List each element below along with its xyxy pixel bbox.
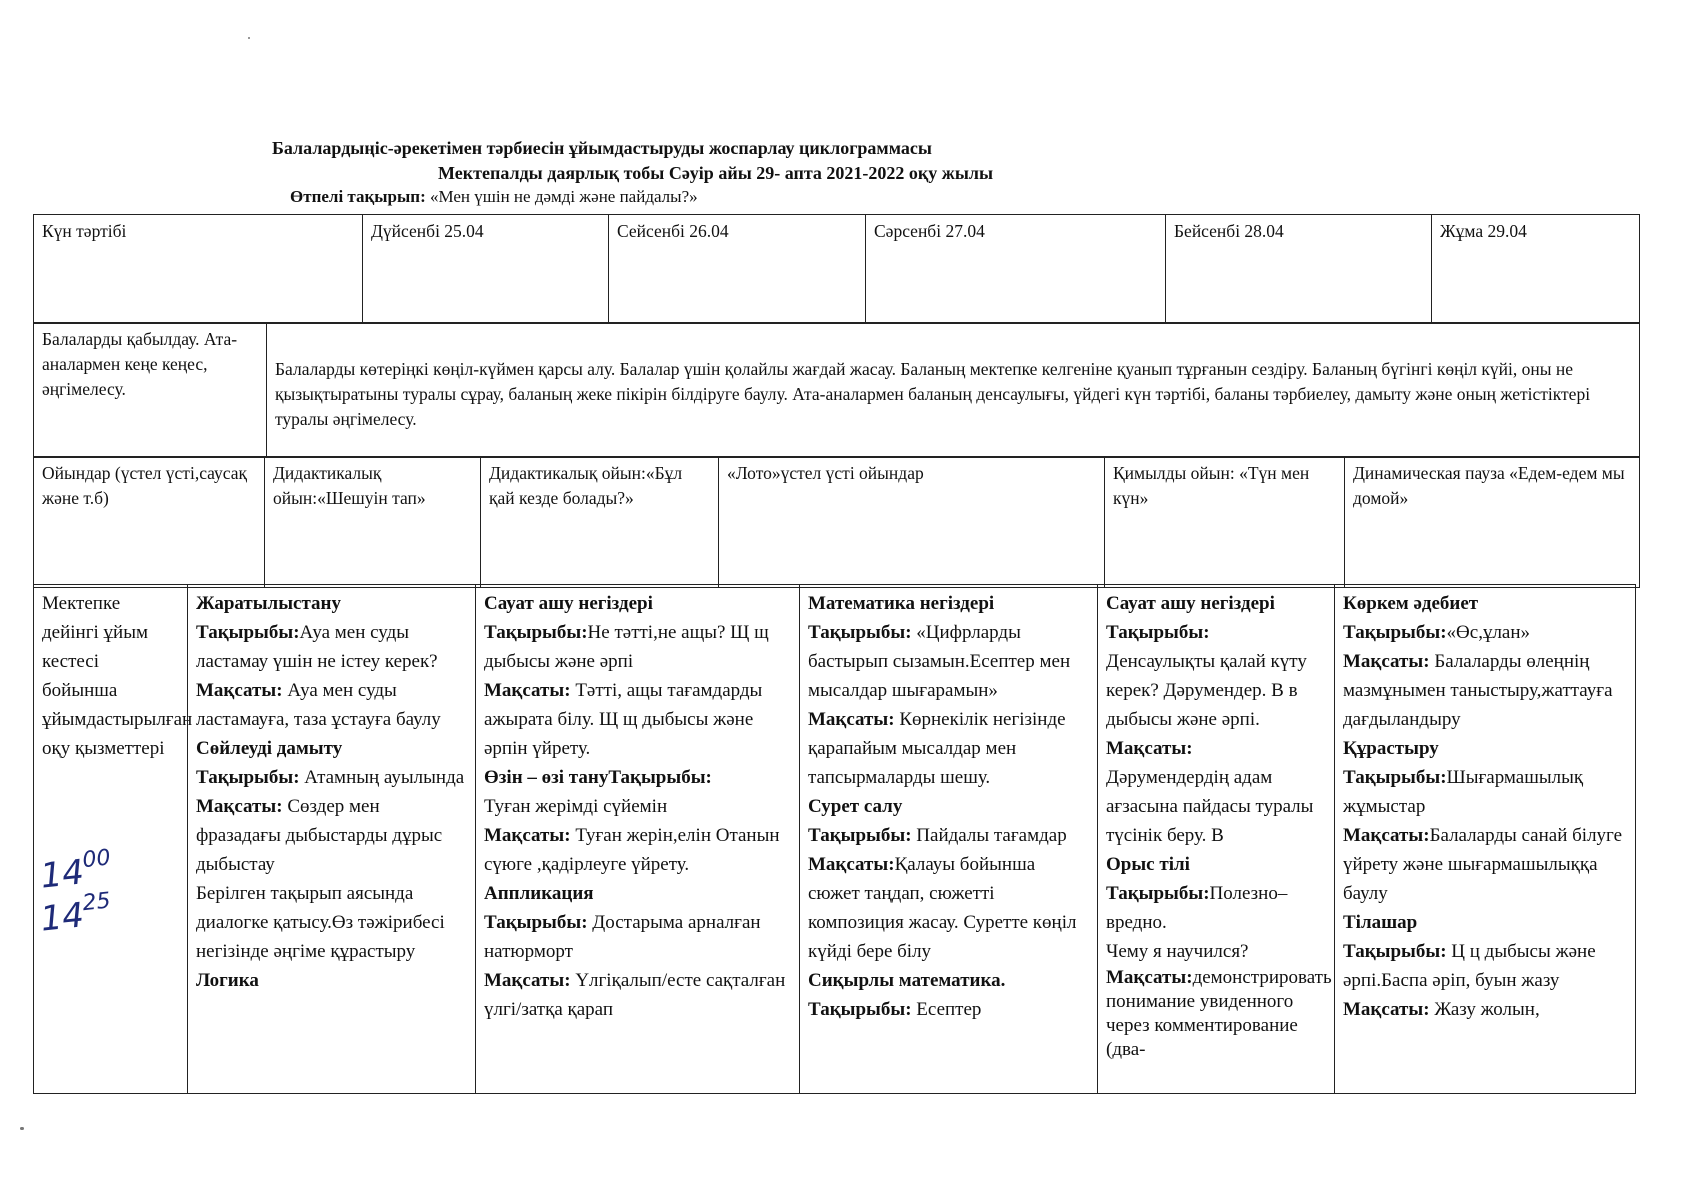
subject-heading: Аппликация <box>484 883 594 904</box>
goal-label: Мақсаты: <box>1343 825 1430 846</box>
goal-label: Мақсаты: <box>1106 738 1193 759</box>
goal-text: Балаларды өлеңнің мазмұнымен таныстыру,жаттауға дағдыландыру <box>1343 651 1613 730</box>
topic-text: Не тәтті,не ащы? Щ щ дыбысы және әрпі <box>484 622 769 672</box>
day-label: Бейсенбі 28.04 <box>1174 221 1284 241</box>
goal-text: Дәрумендердің адам ағзасына пайдасы туралы түсінік беру. В <box>1106 767 1314 846</box>
schedule-label-cell <box>34 215 362 323</box>
topic-text: Есептер <box>916 999 982 1020</box>
scan-speck <box>20 1127 24 1130</box>
goal-label: Мақсаты: <box>808 854 895 875</box>
day-label: Сәрсенбі 27.04 <box>874 221 985 241</box>
topic-text: Пайдалы тағамдар <box>916 825 1067 846</box>
game-thursday <box>1104 457 1344 587</box>
goal-label: Мақсаты: <box>484 680 571 701</box>
topic-label: Тақырыбы: <box>484 912 588 933</box>
goal-label: Мақсаты: <box>484 970 571 991</box>
goal-label: Мақсаты: <box>196 796 283 817</box>
goal-text: Қалауы бойынша сюжет таңдап, сюжетті композиция жасау. Суретте көңіл күйді бере білу <box>808 854 1077 962</box>
goal-text: Балаларды санай білуге үйрету және шығармашылыққа баулу <box>1343 825 1623 904</box>
game-monday <box>264 457 480 587</box>
subject-heading: Сауат ашу негіздері <box>484 593 653 614</box>
end-minutes: 25 <box>81 888 112 917</box>
topic-label: Тақырыбы: <box>1343 941 1447 962</box>
game-text: Қимылды ойын: «Түн мен күн» <box>1113 463 1310 508</box>
topic-label: Тақырыбы: <box>196 622 300 643</box>
day-header-tuesday <box>608 215 865 323</box>
subject-heading: Орыс тілі <box>1106 854 1190 875</box>
subject-heading: Сөйлеуді дамыту <box>196 738 343 759</box>
topic-label: Тақырыбы: <box>1343 767 1447 788</box>
activities-monday <box>187 585 475 1093</box>
goal-text: Үлгіқалып/есте сақталған үлгі/затқа қарап <box>484 970 786 1020</box>
topic-text: Достарыма арналған натюрморт <box>484 912 761 962</box>
theme-line <box>290 187 698 207</box>
subject-heading: Тілашар <box>1343 912 1418 933</box>
handwritten-end-time <box>38 884 114 940</box>
day-header-friday <box>1431 215 1641 323</box>
game-text: Дидактикалық ойын:«Бұл қай кезде болады?» <box>489 463 683 508</box>
topic-label: Тақырыбы: <box>808 622 912 643</box>
subject-heading: Математика негіздері <box>808 593 995 614</box>
goal-text: Ауа мен суды ластамауға, таза ұстауға баулу <box>196 680 441 730</box>
goal-label: Мақсаты: <box>808 709 895 730</box>
reception-text: Балаларды көтеріңкі көңіл-күймен қарсы алу. Балалар үшін қолайлы жағдай жасау. Баланың мектепке келгеніне қуанып тұрғанын сездіру. Баланың бүгінгі көңіл күйі, оны не қызықтыратыны туралы сұрау, баланың жеке пікірін білдіруге баулу. Ата-аналармен баланың денсаулығы, үйдегі күн тәртібі, баланы тәрбиелеу, дамыту және оның жетістіктері туралы әңгімелесу. <box>275 359 1591 429</box>
goal-label: Мақсаты: <box>1343 651 1430 672</box>
day-header-wednesday <box>865 215 1165 323</box>
document-subtitle: Мектепалды даярлық тобы Сәуір айы 29- апта 2021-2022 оқу жылы <box>438 163 994 183</box>
reception-text-cell <box>266 323 1641 457</box>
topic-label: Тақырыбы: <box>196 767 300 788</box>
goal-text: Сөздер мен фразадағы дыбыстарды дұрыс дыбыстау <box>196 796 443 875</box>
game-text: «Лото»үстел үсті ойындар <box>727 463 924 483</box>
schedule-label: Күн тәртібі <box>42 221 127 241</box>
reception-label: Балаларды қабылдау. Ата-аналармен кеңе кеңес, әңгімелесу. <box>42 329 238 399</box>
goal-label: Мақсаты: <box>196 680 283 701</box>
game-friday <box>1344 457 1641 587</box>
activities-wednesday <box>799 585 1097 1093</box>
scan-speck <box>248 37 250 39</box>
day-header-monday <box>362 215 608 323</box>
topic-text: Ц ц дыбысы және әрпі.Баспа әріп, буын жазу <box>1343 941 1596 991</box>
topic-label: Тақырыбы: <box>484 622 588 643</box>
subject-heading: Логика <box>196 970 259 991</box>
goal-label: Мақсаты: <box>484 825 571 846</box>
theme-label: Өтпелі тақырып: <box>290 187 426 206</box>
day-label: Дүйсенбі 25.04 <box>371 221 484 241</box>
games-label-cell <box>34 457 264 587</box>
subject-heading: Сиқырлы математика. <box>808 970 1006 991</box>
document-title: Балалардыңіс-әрекетімен тәрбиесін ұйымдастыруды жоспарлау циклограммасы <box>272 138 932 158</box>
topic-label: Тақырыбы: <box>1343 622 1447 643</box>
goal-label: Мақсаты: <box>1343 999 1430 1020</box>
theme-value: «Мен үшін не дәмді және пайдалы?» <box>429 187 698 206</box>
activities-label: Мектепке дейінгі ұйым кестесі бойынша ұйымдастырылған оқу қызметтері <box>42 593 193 759</box>
extra-text: Чему я научился? <box>1106 941 1249 962</box>
topic-text: Туған жерімді сүйемін <box>484 796 668 817</box>
games-row <box>33 456 1640 588</box>
topic-text: Денсаулықты қалай күту керек? Дәрумендер. В в дыбысы және әрпі. <box>1106 651 1307 730</box>
topic-text: Атамның ауылында <box>304 767 465 788</box>
games-label: Ойындар (үстел үсті,саусақ және т.б) <box>42 463 248 508</box>
subject-heading: Өзін – өзі тануТақырыбы: <box>484 767 712 788</box>
day-header-thursday <box>1165 215 1431 323</box>
activities-tuesday <box>475 585 799 1093</box>
subject-heading: Көркем әдебиет <box>1343 593 1479 614</box>
game-wednesday <box>718 457 1104 587</box>
goal-text: Жазу жолын, <box>1434 999 1540 1020</box>
topic-text: Ауа мен суды ластамау үшін не істеу керек? <box>196 622 438 672</box>
topic-label: Тақырыбы: <box>808 825 912 846</box>
reception-label-cell <box>34 323 266 457</box>
goal-text: Көрнекілік негізінде қарапайым мысалдар мен тапсырмаларды шешу. <box>808 709 1066 788</box>
topic-text: Шығармашылық жұмыстар <box>1343 767 1584 817</box>
subject-heading: Құрастыру <box>1343 738 1439 759</box>
topic-label: Тақырыбы: <box>1106 622 1210 643</box>
subject-heading: Сурет салу <box>808 796 903 817</box>
goal-text: Тәтті, ащы тағамдарды ажырата білу. Щ щ дыбысы және әрпін үйрету. <box>484 680 763 759</box>
day-label: Сейсенбі 26.04 <box>617 221 729 241</box>
topic-text: «Цифрларды бастырып сызамын.Есептер мен мысалдар шығарамын» <box>808 622 1071 701</box>
game-text: Динамическая пауза «Едем-едем мы домой» <box>1353 463 1625 508</box>
topic-text: Полезно–вредно. <box>1106 883 1288 933</box>
table-header-row <box>33 214 1640 324</box>
topic-text: «Өс,ұлан» <box>1446 622 1531 643</box>
goal-label: Мақсаты: <box>1106 967 1193 988</box>
day-label: Жұма 29.04 <box>1440 221 1527 241</box>
end-hour: 14 <box>38 895 86 940</box>
start-minutes: 00 <box>81 845 112 874</box>
start-hour: 14 <box>38 852 86 897</box>
activities-friday <box>1334 585 1637 1093</box>
goal-text: демонстрировать понимание увиденного через комментирование (два- <box>1106 967 1332 1060</box>
activities-thursday <box>1097 585 1334 1093</box>
activities-label-cell <box>34 585 193 1093</box>
game-text: Дидактикалық ойын:«Шешуін тап» <box>273 463 426 508</box>
game-tuesday <box>480 457 718 587</box>
subject-heading: Жаратылыстану <box>196 593 341 614</box>
topic-label: Тақырыбы: <box>808 999 912 1020</box>
goal-text: Туған жерін,елін Отанын сүюге ,қадірлеуге үйрету. <box>484 825 780 875</box>
subject-heading: Сауат ашу негіздері <box>1106 593 1275 614</box>
activities-row <box>33 584 1636 1094</box>
topic-label: Тақырыбы: <box>1106 883 1210 904</box>
reception-row <box>33 322 1640 458</box>
extra-text: Берілген тақырып аясында диалогке қатысу.Өз тәжірибесі негізінде әңгіме құрастыру <box>196 883 445 962</box>
